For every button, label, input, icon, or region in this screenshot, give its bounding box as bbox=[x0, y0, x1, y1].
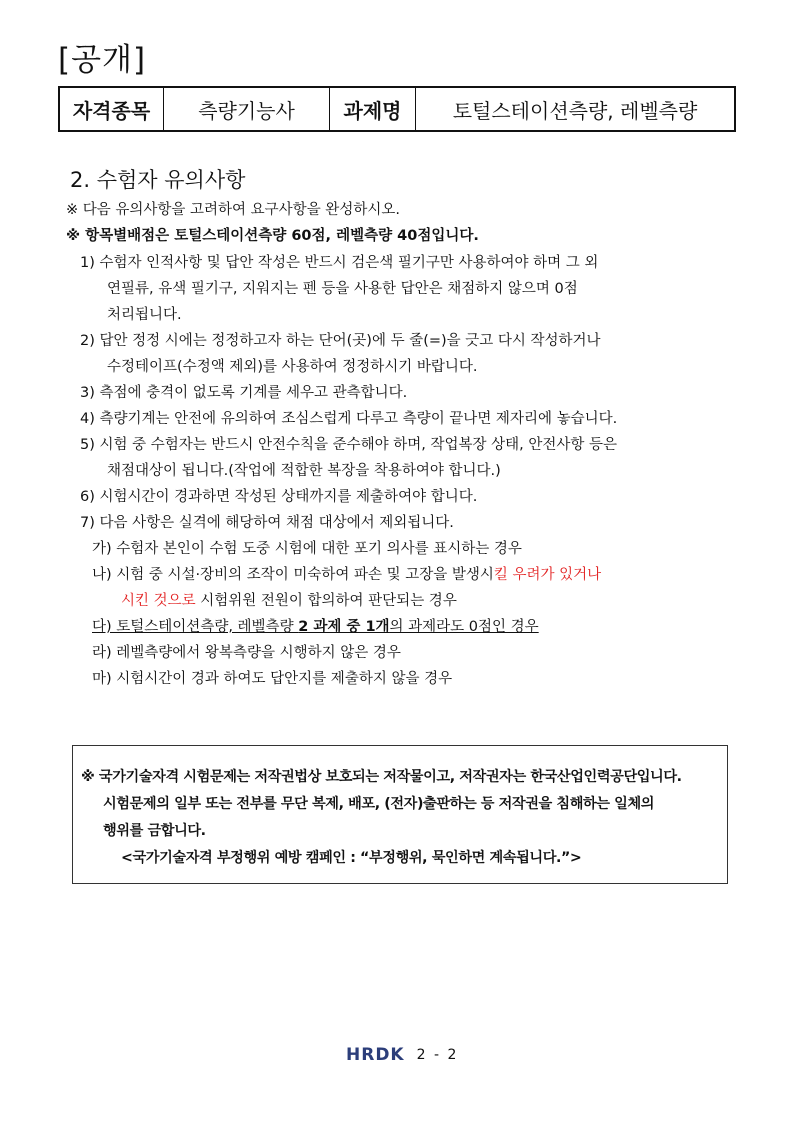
hrdk-logo: HRDK bbox=[346, 1045, 405, 1065]
item-1-line-1: 1) 수험자 인적사항 및 답안 작성은 반드시 검은색 필기구만 사용하여야 하며 그 외 bbox=[80, 255, 599, 271]
task-value: 토털스테이션측량, 레벨측량 bbox=[452, 98, 698, 123]
item-1-line-2: 연필류, 유색 필기구, 지워지는 펜 등을 사용한 답안은 채점하지 않으며 0점 bbox=[107, 281, 578, 297]
task-label: 과제명 bbox=[330, 88, 416, 130]
subitem-na-line-1 bbox=[92, 565, 601, 585]
item-7: 7) 다음 사항은 실격에 해당하여 채점 대상에서 제외됩니다. bbox=[80, 515, 454, 531]
page-footer bbox=[346, 1045, 458, 1065]
item-5-line-1: 5) 시험 중 수험자는 반드시 안전수칙을 준수해야 하며, 작업복장 상태, 안전사항 등은 bbox=[80, 437, 618, 453]
subitem-da-text-1: 다) 토털스테이션측량, 레벨측량 bbox=[92, 619, 299, 635]
subitem-ra: 라) 레벨측량에서 왕복측량을 시행하지 않은 경우 bbox=[92, 645, 401, 661]
subitem-na-warning-2: 시킨 것으로 bbox=[121, 593, 196, 609]
subitem-na-text-2: 시험위원 전원이 합의하여 판단되는 경우 bbox=[195, 593, 457, 609]
item-4: 4) 측량기계는 안전에 유의하여 조심스럽게 다루고 측량이 끝나면 제자리에 놓습니다. bbox=[80, 411, 618, 427]
item-3: 3) 측점에 충격이 없도록 기계를 세우고 관측합니다. bbox=[80, 385, 408, 401]
item-2-line-1: 2) 답안 정정 시에는 정정하고자 하는 단어(곳)에 두 줄(=)을 긋고 다시 작성하거나 bbox=[80, 333, 601, 349]
campaign-slogan: <국가기술자격 부정행위 예방 캠페인 : “부정행위, 묵인하면 계속됩니다.”> bbox=[121, 850, 582, 866]
item-5-line-2: 채점대상이 됩니다.(작업에 적합한 복장을 착용하여야 합니다.) bbox=[107, 463, 501, 479]
general-note: ※ 다음 유의사항을 고려하여 요구사항을 완성하시오. bbox=[66, 202, 400, 218]
copyright-line-3: 행위를 금합니다. bbox=[103, 823, 206, 839]
subitem-na-line-2 bbox=[121, 591, 457, 611]
section-title: 2. 수험자 유의사항 bbox=[70, 168, 246, 192]
subitem-da-emphasis: 2 과제 중 1개 bbox=[298, 619, 390, 635]
disclosure-status: [공개] bbox=[58, 42, 147, 78]
copyright-notice-box bbox=[72, 745, 728, 884]
subitem-da bbox=[92, 617, 539, 637]
item-2-line-2: 수정테이프(수정액 제외)를 사용하여 정정하시기 바랍니다. bbox=[107, 359, 478, 375]
copyright-line-2: 시험문제의 일부 또는 전부를 무단 복제, 배포, (전자)출판하는 등 저작권을 침해하는 일체의 bbox=[103, 796, 655, 812]
item-6: 6) 시험시간이 경과하면 작성된 상태까지를 제출하여야 합니다. bbox=[80, 489, 478, 505]
subitem-na-warning-1: 킬 우려가 있거나 bbox=[493, 567, 602, 583]
exam-info-table bbox=[58, 86, 736, 132]
subitem-da-text-2: 의 과제라도 0점인 경우 bbox=[389, 619, 539, 635]
subitem-ga: 가) 수험자 본인이 수험 도중 시험에 대한 포기 의사를 표시하는 경우 bbox=[92, 541, 522, 557]
subitem-na-text: 나) 시험 중 시설·장비의 조작이 미숙하여 파손 및 고장을 발생시 bbox=[92, 567, 494, 583]
scoring-note: ※ 항목별배점은 토털스테이션측량 60점, 레벨측량 40점입니다. bbox=[66, 228, 479, 244]
item-1-line-3: 처리됩니다. bbox=[107, 307, 182, 323]
copyright-line-1: ※ 국가기술자격 시험문제는 저작권법상 보호되는 저작물이고, 저작권자는 한국산업인력공단입니다. bbox=[81, 769, 682, 785]
qualification-value: 측량기능사 bbox=[164, 88, 330, 130]
qualification-label: 자격종목 bbox=[60, 88, 164, 130]
page-number: 2 - 2 bbox=[416, 1047, 459, 1063]
subitem-ma: 마) 시험시간이 경과 하여도 답안지를 제출하지 않을 경우 bbox=[92, 671, 453, 687]
